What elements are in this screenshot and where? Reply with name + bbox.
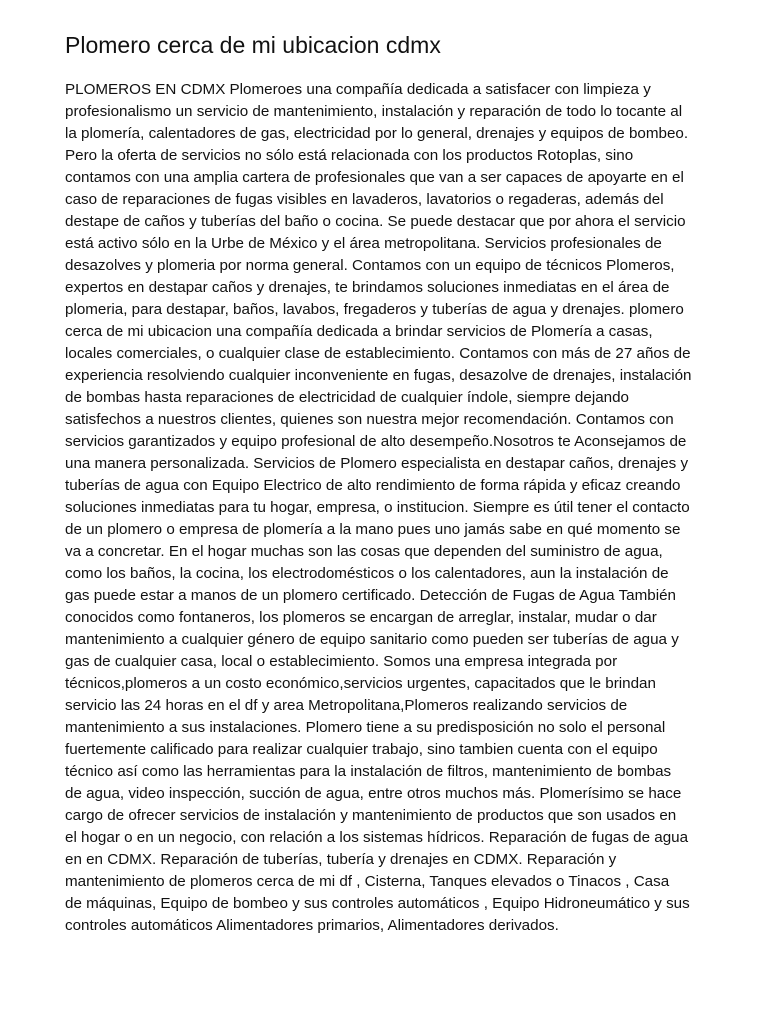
- paragraph-line: cerca de mi ubicacion una compañía dedicada a brindar servicios de Plomería a casas,: [65, 323, 653, 340]
- paragraph-line: de máquinas, Equipo de bombeo y sus controles automáticos , Equipo Hidroneumático y sus: [65, 895, 690, 912]
- paragraph-line: el hogar o en un negocio, con relación a los sistemas hídricos. Reparación de fugas de agua: [65, 829, 689, 846]
- paragraph-line: está activo sólo en la Urbe de México y el área metropolitana. Servicios profesionales de: [65, 235, 662, 252]
- paragraph-line: servicio las 24 horas en el df y area Metropolitana,Plomeros realizando servicios de: [65, 697, 628, 714]
- paragraph-line: técnicos,plomeros a un costo económico,servicios urgentes, capacitados que le brindan: [65, 675, 656, 692]
- paragraph-line: contamos con una amplia cartera de profesionales que van a ser capaces de apoyarte en el: [65, 169, 684, 186]
- paragraph-line: controles automáticos Alimentadores primarios, Alimentadores derivados.: [65, 917, 559, 934]
- paragraph-line: servicios garantizados y equipo profesional de alto desempeño.Nosotros te Aconsejamos de: [65, 433, 687, 450]
- paragraph-line: locales comerciales, o cualquier clase de establecimiento. Contamos con más de 27 años de: [65, 345, 691, 362]
- paragraph-line: experiencia resolviendo cualquier inconveniente en fugas, desazolve de drenajes, instalación: [65, 367, 692, 384]
- page-title: Plomero cerca de mi ubicacion cdmx: [65, 32, 441, 58]
- paragraph-line: cargo de ofrecer servicios de instalación y mantenimiento de productos que son usados en: [65, 807, 677, 824]
- paragraph-line: la plomería, calentadores de gas, electricidad por lo general, drenajes y equipos de bombeo.: [65, 125, 689, 142]
- paragraph-line: PLOMEROS EN CDMX Plomeroes una compañía dedicada a satisfacer con limpieza y: [65, 81, 651, 98]
- paragraph-line: de bombas hasta reparaciones de electricidad de cualquier índole, siempre dejando: [65, 389, 629, 406]
- paragraph-line: fuertemente calificado para realizar cualquier trabajo, sino tambien cuenta con el equipo: [65, 741, 658, 758]
- paragraph-line: destape de caños y tuberías del baño o cocina. Se puede destacar que por ahora el servicio: [65, 213, 686, 230]
- paragraph-line: satisfechos a nuestros clientes, quienes son nuestra mejor recomendación. Contamos con: [65, 411, 674, 428]
- paragraph-line: mantenimiento a sus instalaciones. Plomero tiene a su predisposición no solo el personal: [65, 719, 666, 736]
- paragraph-line: conocidos como fontaneros, los plomeros se encargan de arreglar, instalar, mudar o dar: [65, 609, 657, 626]
- paragraph-line: mantenimiento a cualquier género de equipo sanitario como pueden ser tuberías de agua y: [65, 631, 679, 648]
- paragraph-line: de agua, video inspección, succión de agua, entre otros muchos más. Plomerísimo se hace: [65, 785, 682, 802]
- body-paragraph: [65, 79, 715, 937]
- paragraph-line: tuberías de agua con Equipo Electrico de alto rendimiento de forma rápida y eficaz creando: [65, 477, 681, 494]
- paragraph-line: gas de cualquier casa, local o establecimiento. Somos una empresa integrada por: [65, 653, 618, 670]
- paragraph-line: desazolves y plomeria por norma general. Contamos con un equipo de técnicos Plomeros,: [65, 257, 675, 274]
- paragraph-line: una manera personalizada. Servicios de Plomero especialista en destapar caños, drenajes y: [65, 455, 689, 472]
- paragraph-line: plomeria, para destapar, baños, lavabos, fregaderos y tuberías de agua y drenajes. plomero: [65, 301, 684, 318]
- paragraph-line: profesionalismo un servicio de mantenimiento, instalación y reparación de todo lo tocante al: [65, 103, 683, 120]
- paragraph-line: va a concretar. En el hogar muchas son las cosas que dependen del suministro de agua,: [65, 543, 663, 560]
- paragraph-line: técnico así como las herramientas para la instalación de filtros, mantenimiento de bombas: [65, 763, 672, 780]
- paragraph-line: gas puede estar a manos de un plomero certificado. Detección de Fugas de Agua También: [65, 587, 676, 604]
- paragraph-line: mantenimiento de plomeros cerca de mi df , Cisterna, Tanques elevados o Tinacos , Casa: [65, 873, 670, 890]
- paragraph-line: de un plomero o empresa de plomería a la mano pues uno jamás sabe en qué momento se: [65, 521, 681, 538]
- paragraph-line: expertos en destapar caños y drenajes, te brindamos soluciones inmediatas en el área de: [65, 279, 670, 296]
- paragraph-line: como los baños, la cocina, los electrodomésticos o los calentadores, aun la instalación de: [65, 565, 669, 582]
- paragraph-line: en en CDMX. Reparación de tuberías, tubería y drenajes en CDMX. Reparación y: [65, 851, 617, 868]
- paragraph-line: Pero la oferta de servicios no sólo está relacionada con los productos Rotoplas, sino: [65, 147, 634, 164]
- paragraph-line: caso de reparaciones de fugas visibles en lavaderos, lavatorios o regaderas, además del: [65, 191, 664, 208]
- paragraph-line: soluciones inmediatas para tu hogar, empresa, o institucion. Siempre es útil tener el contacto: [65, 499, 690, 516]
